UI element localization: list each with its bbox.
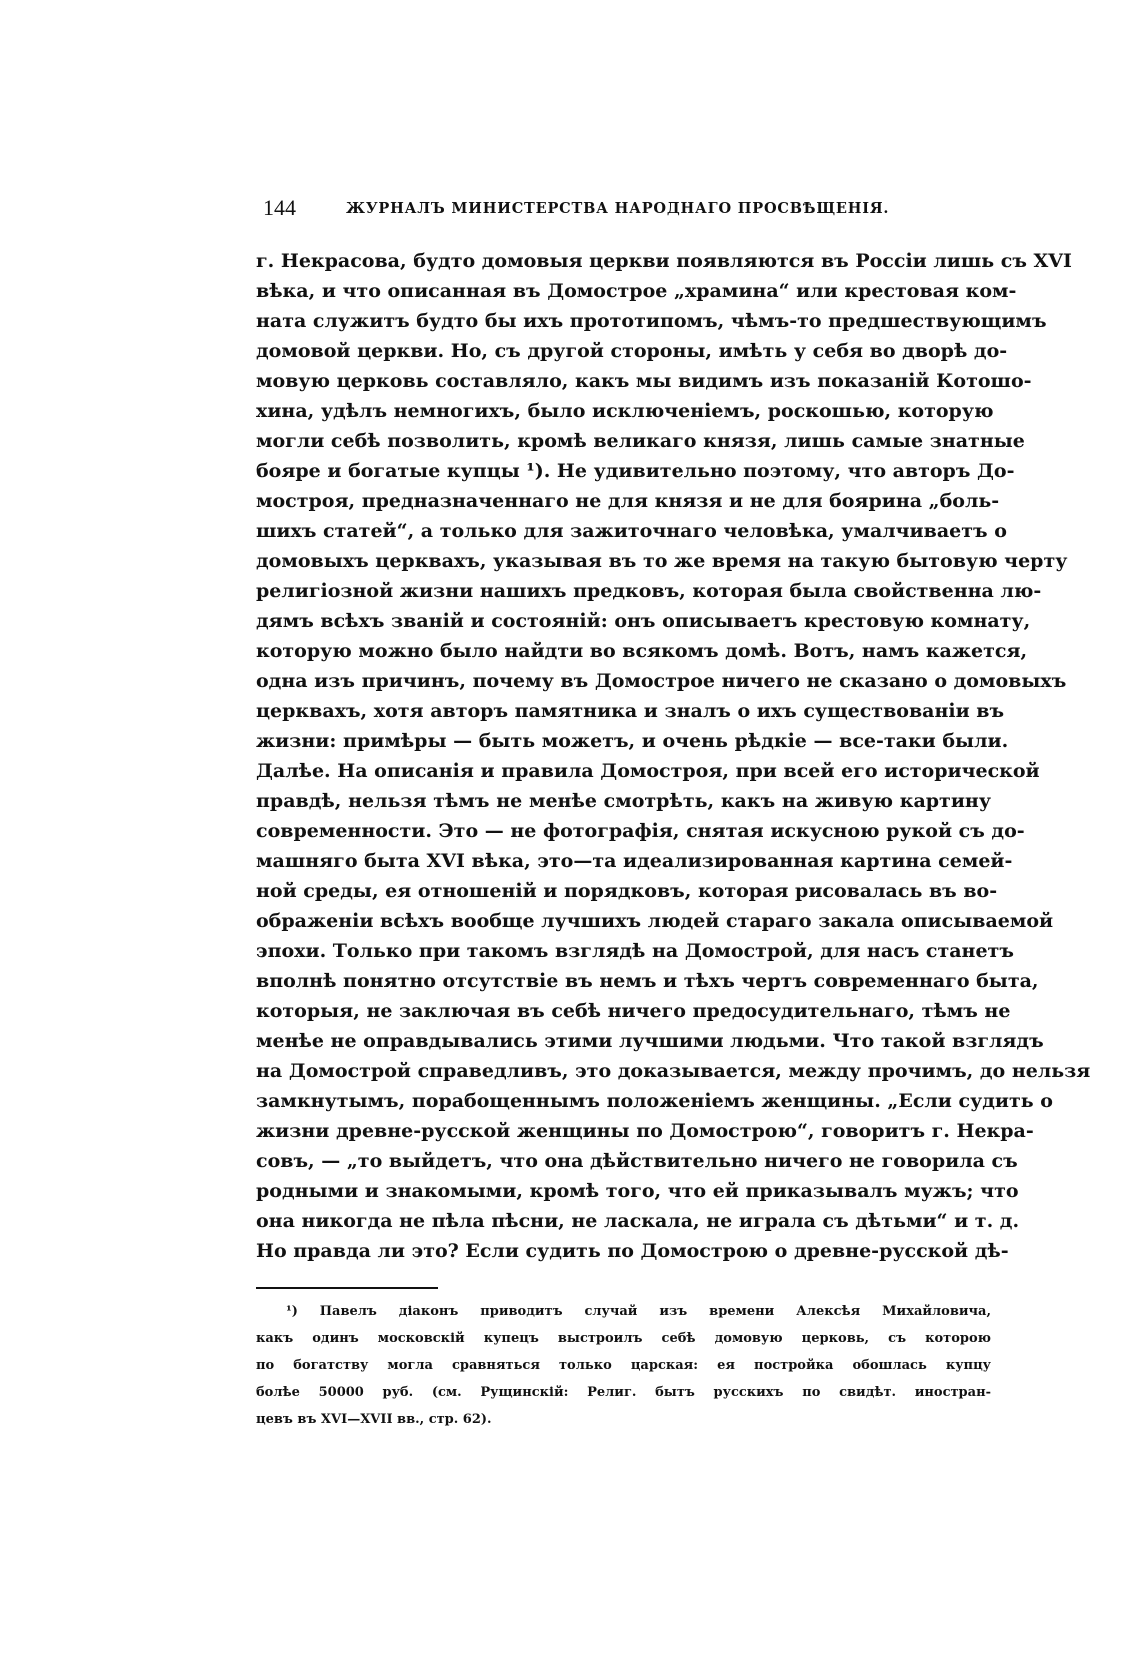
body-line: ной среды, ея отношеній и порядковъ, которая рисовалась въ во- — [256, 880, 998, 902]
body-line: замкнутымъ, порабощеннымъ положеніемъ женщины. „Если судить о — [256, 1090, 1053, 1112]
footnote-line: цевъ въ XVI—XVII вв., стр. 62). — [256, 1412, 492, 1427]
body-line: одна изъ причинъ, почему въ Домострое ничего не сказано о домовыхъ — [256, 670, 1067, 692]
footnote-line: какъ одинъ московскій купецъ выстроилъ себѣ домовую церковь, съ которою — [256, 1331, 991, 1346]
page-header — [256, 193, 991, 223]
body-line: церквахъ, хотя авторъ памятника и зналъ о ихъ существованіи въ — [256, 700, 1005, 722]
body-line: она никогда не пѣла пѣсни, не ласкала, не играла съ дѣтьми“ и т. д. — [256, 1210, 1020, 1232]
body-line: современности. Это — не фотографія, снятая искусною рукой съ до- — [256, 820, 1025, 842]
body-line: религіозной жизни нашихъ предковъ, которая была свойственна лю- — [256, 580, 1042, 602]
body-line: на Домострой справедливъ, это доказывается, между прочимъ, до нельзя — [256, 1060, 1091, 1082]
footnote-line: по богатству могла сравняться только царская: ея постройка обошлась купцу — [256, 1358, 991, 1373]
body-line: ната служитъ будто бы ихъ прототипомъ, чѣмъ-то предшествующимъ — [256, 310, 1047, 332]
body-line: мостроя, предназначеннаго не для князя и не для боярина „боль- — [256, 490, 1000, 512]
footnote — [256, 1298, 991, 1433]
page-number: 144 — [263, 195, 296, 220]
body-line: совъ, — „то выйдетъ, что она дѣйствительно ничего не говорила съ — [256, 1150, 1018, 1172]
body-line: машняго быта XVI вѣка, это—та идеализированная картина семей- — [256, 850, 1013, 872]
body-line: дямъ всѣхъ званій и состояній: онъ описываетъ крестовую комнату, — [256, 610, 1031, 632]
body-line: Но правда ли это? Если судить по Домострою о древне-русской дѣ- — [256, 1240, 1009, 1262]
body-line: хина, удѣлъ немногихъ, было исключеніемъ, роскошью, которую — [256, 400, 994, 422]
footnote-rule — [256, 1287, 438, 1289]
body-line: жизни: примѣры — быть можетъ, и очень рѣдкіе — все-таки были. — [256, 730, 1009, 752]
body-line: которую можно было найдти во всякомъ домѣ. Вотъ, намъ кажется, — [256, 640, 1028, 662]
body-line: правдѣ, нельзя тѣмъ не менѣе смотрѣть, какъ на живую картину — [256, 790, 991, 812]
footnote-line: ¹) Павелъ діаконъ приводитъ случай изъ времени Алексѣя Михайловича, — [286, 1304, 991, 1319]
body-line: могли себѣ позволить, кромѣ великаго князя, лишь самые знатные — [256, 430, 1025, 452]
body-line: шихъ статей“, а только для зажиточнаго человѣка, умалчиваетъ о — [256, 520, 1007, 542]
body-line: родными и знакомыми, кромѣ того, что ей приказывалъ мужъ; что — [256, 1180, 1019, 1202]
body-line: домовыхъ церквахъ, указывая въ то же время на такую бытовую черту — [256, 550, 1068, 572]
body-line: эпохи. Только при такомъ взглядѣ на Домострой, для насъ станетъ — [256, 940, 1014, 962]
body-line: мовую церковь составляло, какъ мы видимъ изъ показаній Котошо- — [256, 370, 1032, 392]
body-line: вполнѣ понятно отсутствіе въ немъ и тѣхъ чертъ современнаго быта, — [256, 970, 1039, 992]
body-line: бояре и богатые купцы ¹). Не удивительно поэтому, что авторъ До- — [256, 460, 1015, 482]
body-line: Далѣе. На описанія и правила Домостроя, при всей его исторической — [256, 760, 1040, 782]
body-line: менѣе не оправдывались этими лучшими людьми. Что такой взглядъ — [256, 1030, 1044, 1052]
body-line: ображеніи всѣхъ вообще лучшихъ людей стараго закала описываемой — [256, 910, 1054, 932]
body-line: жизни древне-русской женщины по Домострою“, говоритъ г. Некра- — [256, 1120, 1034, 1142]
running-head: ЖУРНАЛЪ МИНИСТЕРСТВА НАРОДНАГО ПРОСВѢЩЕНІЯ. — [346, 200, 890, 217]
body-line: которыя, не заключая въ себѣ ничего предосудительнаго, тѣмъ не — [256, 1000, 1011, 1022]
body-line: вѣка, и что описанная въ Домострое „храмина“ или крестовая ком- — [256, 280, 1017, 302]
footnote-line: болѣе 50000 руб. (см. Рущинскій: Религ. бытъ русскихъ по свидѣт. иностран- — [256, 1385, 991, 1400]
body-line: г. Некрасова, будто домовыя церкви появляются въ Россіи лишь съ XVI — [256, 250, 1072, 272]
body-line: домовой церкви. Но, съ другой стороны, имѣть у себя во дворѣ до- — [256, 340, 1008, 362]
body-text — [256, 246, 1091, 1266]
